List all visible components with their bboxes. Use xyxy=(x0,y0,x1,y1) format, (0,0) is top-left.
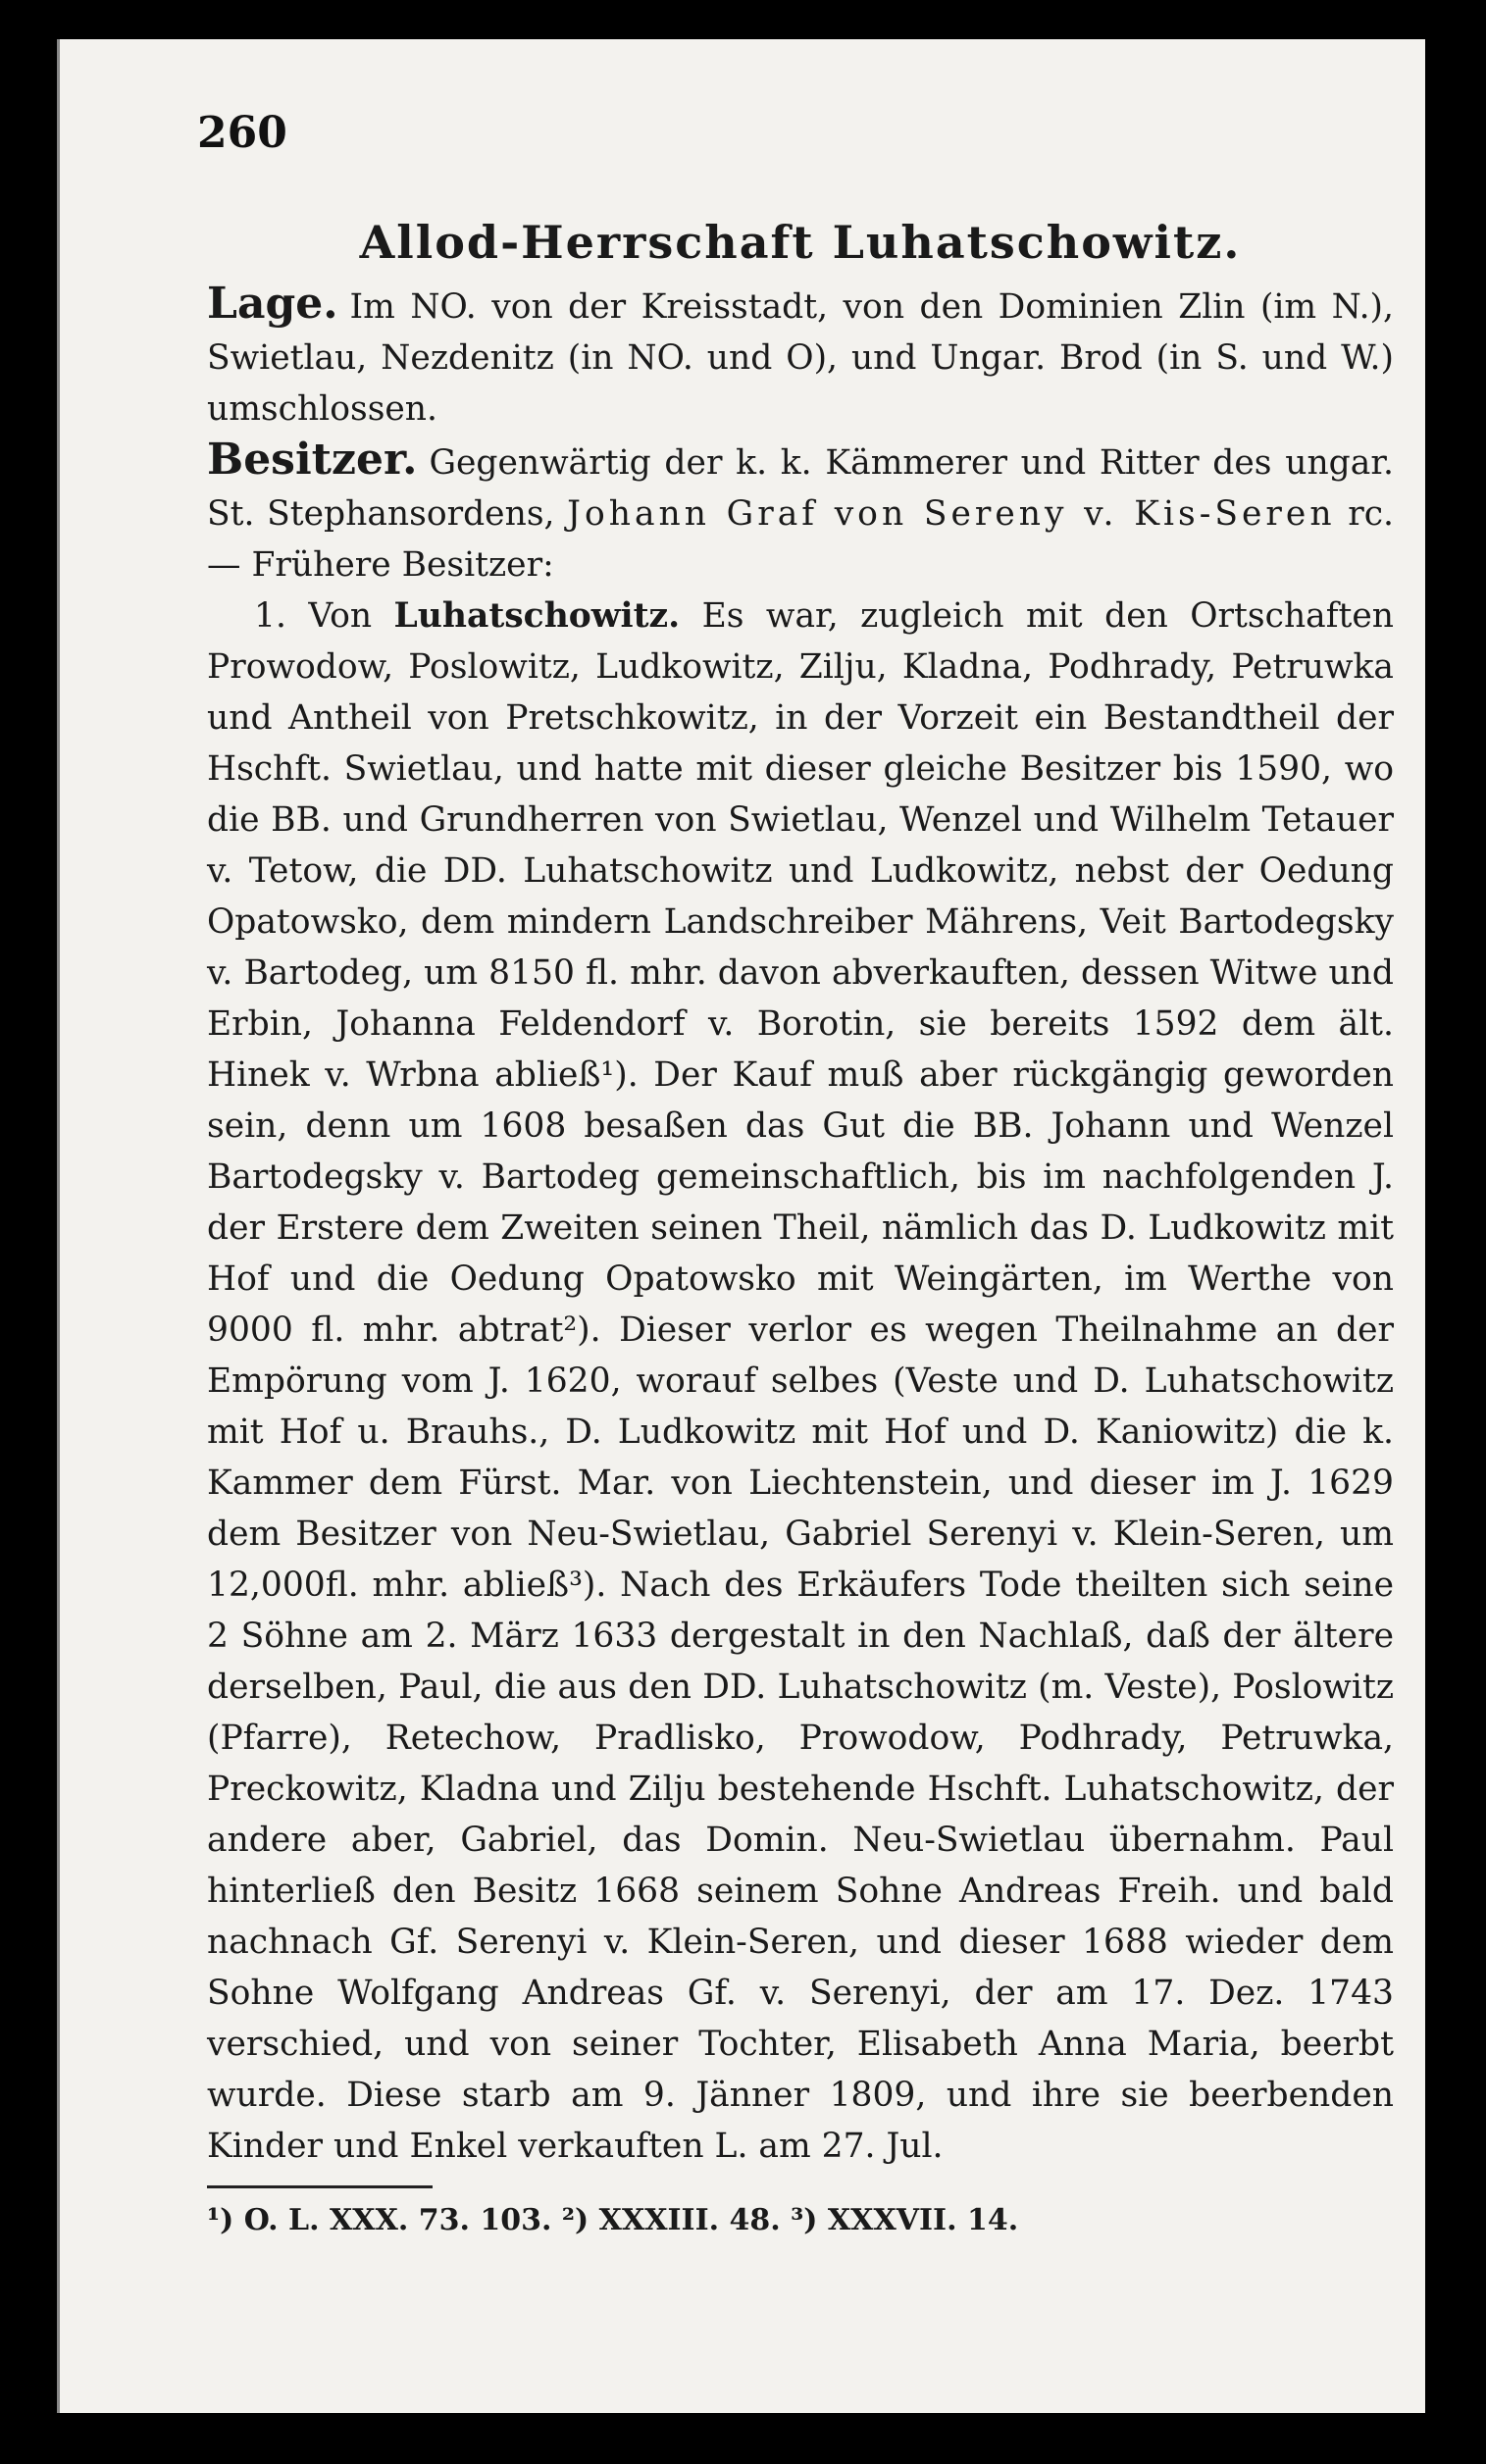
besitzer-label: Besitzer. xyxy=(207,435,418,485)
history-prefix: 1. Von xyxy=(254,596,394,636)
besitzer-text-after: rc. — Frühere Besitzer: xyxy=(207,494,1394,585)
lage-text: Im NO. von der Kreisstadt, von den Dominien Zlin (im N.), Swietlau, Nezdenitz (in NO. und O), und Ungar. Brod (in S. und W.) umschlossen. xyxy=(207,287,1394,429)
footnote: ¹) O. L. XXX. 73. 103. ²) XXXIII. 48. ³) XXXVII. 14. xyxy=(207,2203,1019,2237)
history-text: Es war, zugleich mit den Ortschaften Prowodow, Poslowitz, Ludkowitz, Zilju, Kladna, Podhrady, Petruwka und Antheil von Pretschkowitz, in der Vorzeit ein Bestandtheil der Hschft. Swietlau, und hatte mit dieser gleiche Besitzer bis 1590, wo die BB. und Grundherren von Swietlau, Wenzel und Wilhelm Tetauer v. Tetow, die DD. Luhatschowitz und Ludkowitz, nebst der Oedung Opatowsko, dem mindern Landschreiber Mährens, Veit Bartodegsky v. Bartodeg, um 8150 fl. mhr. davon abverkauften, dessen Witwe und Erbin, Johanna Feldendorf v. Borotin, sie bereits 1592 dem ält. Hinek v. Wrbna abließ¹). Der Kauf muß aber rückgängig geworden sein, denn um 1608 besaßen das Gut die BB. Johann und Wenzel Bartodegsky v. Bartodeg gemeinschaftlich, bis im nachfolgenden J. der Erstere dem Zweiten seinen Theil, nämlich das D. Ludkowitz mit Hof und die Oedung Opatowsko mit Weingärten, im Werthe von 9000 fl. mhr. abtrat²). Dieser verlor es wegen Theilnahme an der Empörung vom J. 1620, worauf selbes (Veste und D. Luhatschowitz mit Hof u. Brauhs., D. Ludkowitz mit Hof und D. Kaniowitz) die k. Kammer dem Fürst. Mar. von Liechtenstein, und dieser im J. 1629 dem Besitzer von Neu-Swietlau, Gabriel Serenyi v. Klein-Seren, um 12,000fl. mhr. abließ³). Nach des Erkäufers Tode theilten sich seine 2 Söhne am 2. März 1633 dergestalt in den Nachlaß, daß der ältere derselben, Paul, die aus den DD. Luhatschowitz (m. Veste), Poslowitz (Pfarre), Retechow, Pradlisko, Prowodow, Podhrady, Petruwka, Preckowitz, Kladna und Zilju bestehende Hschft. Luhatschowitz, der andere aber, Gabriel, das Domin. Neu-Swietlau übernahm. Paul hinterließ den Besitz 1668 seinem Sohne Andreas Freih. und bald nachnach Gf. Serenyi v. Klein-Seren, und dieser 1688 wieder dem Sohne Wolfgang Andreas Gf. v. Serenyi, der am 17. Dez. 1743 verschied, und von seiner Tochter, Elisabeth Anna Maria, beerbt wurde. Diese starb am 9. Jänner 1809, und ihre sie beerbenden Kinder und Enkel verkauften L. am 27. Jul. xyxy=(207,596,1394,2166)
besitzer-name: Johann Graf von Sereny v. Kis-Seren xyxy=(567,494,1336,534)
besitzer-text-before: Gegenwärtig der k. k. Kämmerer und Ritter des ungar. St. Stephansordens, xyxy=(207,443,1394,534)
book-page xyxy=(57,39,1425,2413)
besitzer-paragraph xyxy=(207,435,1394,590)
history-paragraph xyxy=(207,590,1394,2172)
footnote-divider xyxy=(207,2185,433,2188)
page-number: 260 xyxy=(197,108,287,158)
history-heading: Luhatschowitz. xyxy=(393,596,681,636)
page-title: Allod-Herrschaft Luhatschowitz. xyxy=(359,216,1242,269)
lage-label: Lage. xyxy=(207,279,338,329)
lage-paragraph xyxy=(207,279,1394,435)
page-content xyxy=(207,118,1394,2243)
